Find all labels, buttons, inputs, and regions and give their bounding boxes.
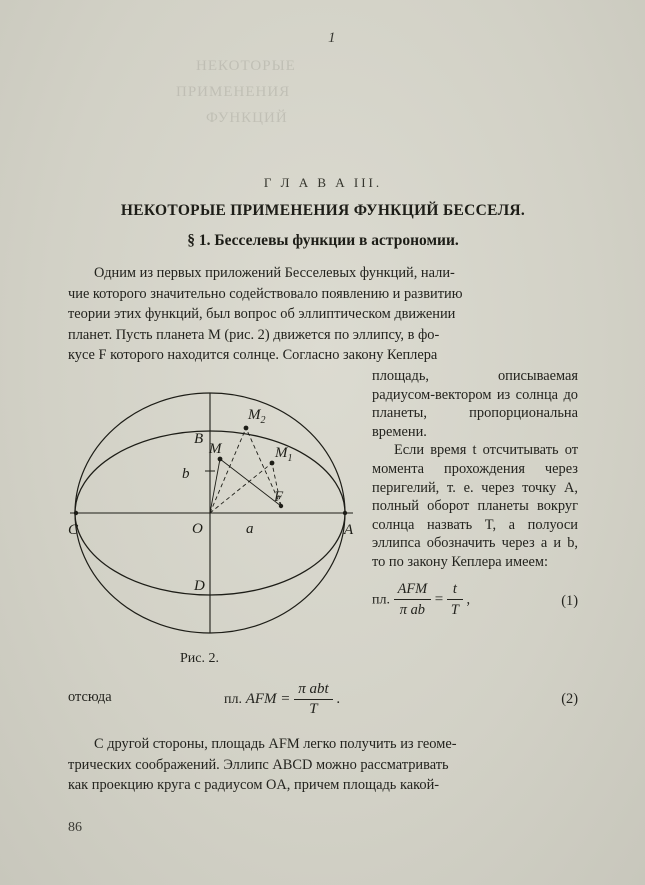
page-content bbox=[68, 175, 578, 797]
chapter-title: НЕКОТОРЫЕ ПРИМЕНЕНИЯ ФУНКЦИЙ БЕССЕЛЯ. bbox=[120, 202, 526, 219]
paragraph-line: трических соображений. Эллипс ABCD можно рассматривать bbox=[68, 756, 449, 773]
label-B: B bbox=[194, 430, 204, 447]
point-a bbox=[343, 511, 347, 515]
label-F: F bbox=[274, 488, 284, 505]
point-c bbox=[74, 511, 78, 515]
eq1-comma: , bbox=[466, 590, 471, 607]
label-b: b bbox=[182, 465, 190, 482]
label-M1: $M_1$ bbox=[275, 444, 293, 464]
section-title: § 1. Бесселевы функции в астрономии. bbox=[187, 232, 459, 249]
eq2-pl-label: пл. bbox=[224, 691, 242, 707]
ray-o-to-m bbox=[210, 459, 220, 513]
right-col-paragraph-1: площадь, описываемая радиусом-вектором из солнца до планеты, пропорциональна времени. bbox=[372, 367, 578, 440]
label-a: a bbox=[246, 520, 254, 537]
equation-2 bbox=[224, 681, 340, 718]
eq2-number: (2) bbox=[561, 690, 578, 707]
paragraph-line: Одним из первых приложений Бесселевых функций, нали- bbox=[94, 265, 455, 281]
eq1-left-numerator: AFM bbox=[394, 580, 432, 601]
eq2-numerator: π abt bbox=[294, 681, 332, 700]
chapter-label: Г Л А В А III. bbox=[263, 175, 383, 190]
figure-and-text-block bbox=[68, 367, 578, 671]
ghost-text-line-2: ПРИМЕНЕНИЯ bbox=[176, 84, 291, 100]
label-M2: $M_2$ bbox=[248, 406, 266, 426]
point-m bbox=[218, 457, 223, 462]
otsyuda-label: отсюда bbox=[68, 688, 112, 705]
label-C: C bbox=[68, 521, 79, 538]
eq1-left-denominator: π ab bbox=[399, 602, 425, 619]
eq2-left-expression: AFM = bbox=[245, 690, 291, 707]
point-m2 bbox=[244, 426, 249, 431]
paragraph-line: планет. Пусть планета M (рис. 2) движется по эллипсу, в фо- bbox=[68, 326, 440, 343]
eq1-right-fraction bbox=[447, 580, 463, 620]
label-A: A bbox=[344, 521, 354, 538]
ghost-text-line-3: ФУНКЦИЙ bbox=[206, 110, 288, 126]
eq1-pl-label: пл. bbox=[372, 591, 390, 607]
equation-1 bbox=[68, 577, 578, 624]
paragraph-line: С другой стороны, площадь AFM легко получить из геоме- bbox=[94, 735, 457, 752]
eq2-fraction bbox=[294, 681, 332, 718]
eq1-right-denominator: T bbox=[450, 602, 459, 619]
paragraph-line: кусе F которого находится солнце. Согласно закону Кеплера bbox=[68, 347, 438, 364]
figure-2 bbox=[68, 371, 358, 671]
ghost-text-line-1: НЕКОТОРЫЕ bbox=[196, 58, 296, 74]
page-number-top: 1 bbox=[328, 30, 336, 46]
label-M: M bbox=[209, 440, 222, 457]
eq1-left-fraction bbox=[394, 580, 432, 620]
eq1-equals: = bbox=[434, 590, 444, 607]
eq2-period: . bbox=[336, 690, 341, 707]
figure-caption: Рис. 2. bbox=[180, 650, 219, 666]
ray-o-to-m1 bbox=[210, 463, 272, 513]
equation-2-row bbox=[68, 673, 578, 729]
page-number-bottom: 86 bbox=[68, 820, 82, 835]
point-m1 bbox=[270, 461, 275, 466]
paragraph-line: чие которого значительно содействовало появлению и развитию bbox=[68, 285, 463, 302]
ray-f-to-m bbox=[220, 459, 281, 506]
ellipse-diagram bbox=[68, 371, 358, 671]
paragraph-line: теории этих функций, был вопрос об эллиптическом движении bbox=[68, 306, 456, 323]
right-col-paragraph-2: Если время t отсчитывать от момента прохождения через перигелий, т. е. через точку A, полный оборот планеты вокруг солнца назвать T, а полуоси эллипса обозначить через a и b, то по закону Кеплера имеем: bbox=[372, 442, 578, 570]
eq1-right-numerator: t bbox=[447, 580, 463, 601]
label-D: D bbox=[194, 577, 205, 594]
eq2-denominator: T bbox=[309, 700, 318, 717]
label-O: O bbox=[192, 520, 203, 537]
eq1-number: (1) bbox=[561, 592, 578, 609]
paragraph-line: как проекцию круга с радиусом OA, причем площадь какой- bbox=[68, 777, 440, 794]
